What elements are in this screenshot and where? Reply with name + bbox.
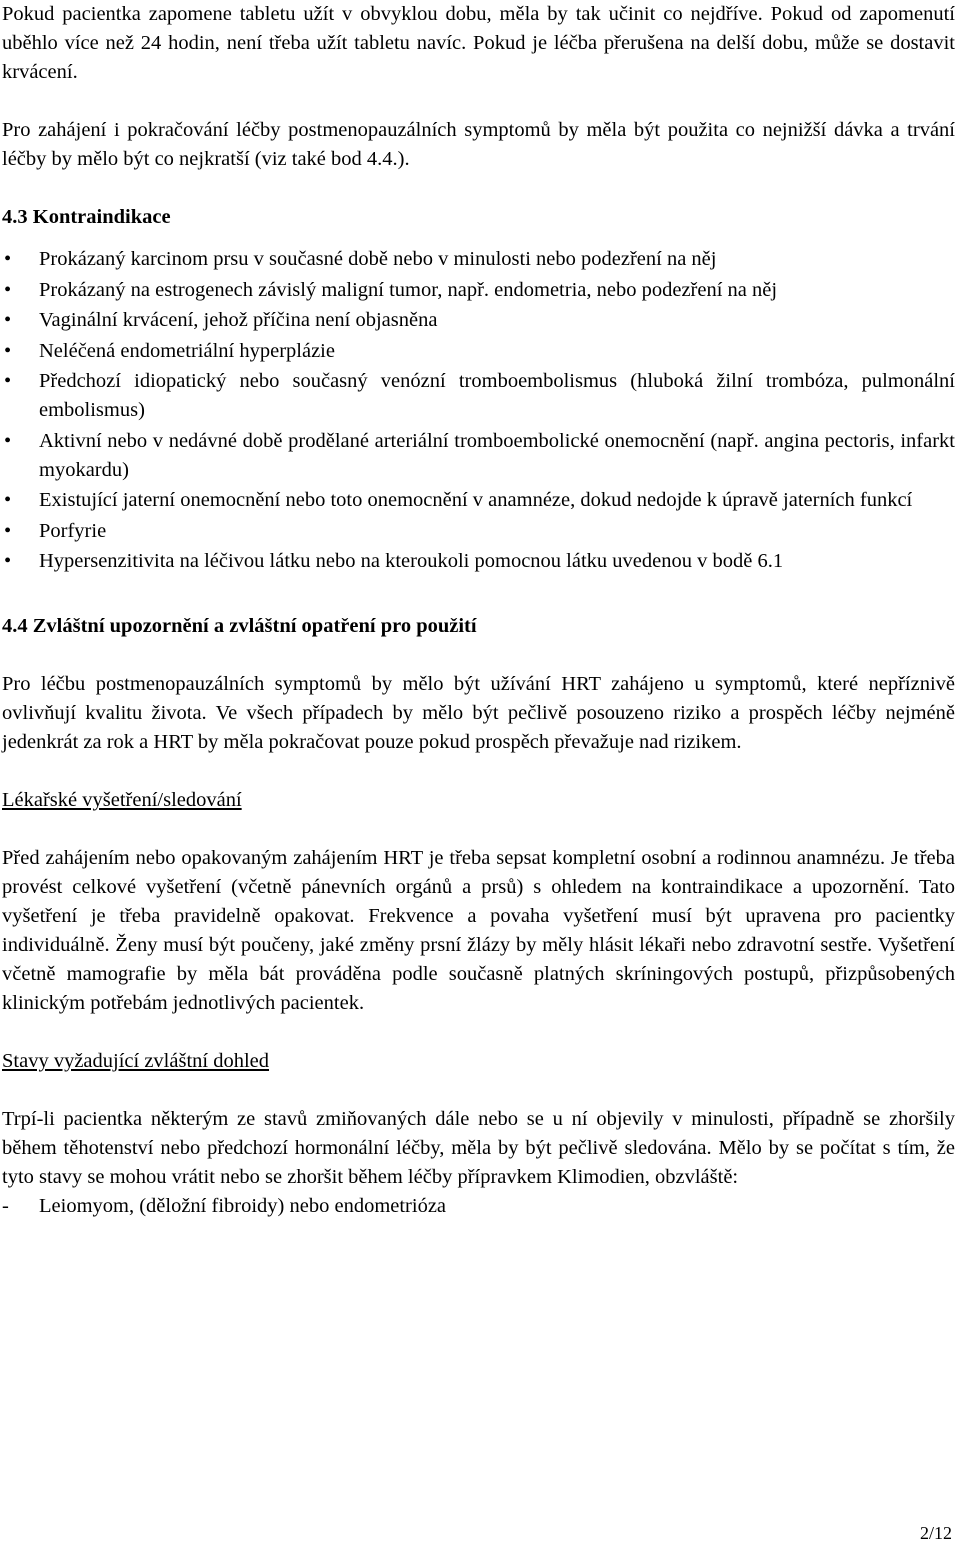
section-heading-4-4: 4.4 Zvláštní upozornění a zvláštní opatření pro použití [2, 615, 477, 637]
paragraph-medical-exam: Před zahájením nebo opakovaným zahájením HRT je třeba sepsat kompletní osobní a rodinnou anamnézu. Je třeba provést celkové vyšetření (včetně pánevních orgánů a prsů) s ohledem na kontraindikace a upozornění. Tato vyšetření je třeba pravidelně opakovat. Frekvence a povaha vyšetření musí být upravena pro pacientky individuálně. Ženy musí být poučeny, jaké změny prsní žlázy by měly hlásit lékaři nebo zdravotní sestře. Vyšetření včetně mamografie by měla bát prováděna podle současně platných skríningových postupů, přizpůsobených klinickým potřebám jednotlivých pacientek. [2, 847, 955, 1014]
conditions-dash-list [2, 1192, 955, 1221]
contraindication-text: Prokázaný karcinom prsu v současné době nebo v minulosti nebo podezření na něj [39, 248, 717, 270]
contraindication-text: Neléčená endometriální hyperplázie [39, 339, 335, 362]
subheading-medical-exam: Lékařské vyšetření/sledování [2, 789, 242, 811]
bullet-icon: • [4, 339, 12, 362]
contraindication-item [2, 245, 955, 274]
bullet-icon: • [4, 550, 12, 572]
dash-icon: - [2, 1195, 9, 1217]
bullet-icon: • [4, 519, 12, 542]
subheading-container-exam [2, 786, 955, 815]
contraindication-item [2, 337, 955, 366]
contraindication-text: Předchozí idiopatický nebo současný venózní tromboembolismus (hluboká žilní trombóza, pulmonální embolismus) [39, 370, 955, 421]
contraindication-item [2, 306, 955, 335]
bullet-icon: • [4, 248, 12, 270]
contraindication-text: Existující jaterní onemocnění nebo toto onemocnění v anamnéze, dokud nedojde k úpravě jaterních funkcí [39, 489, 913, 511]
page-number: 2/12 [919, 1523, 952, 1543]
paragraph-lowest-dose: Pro zahájení i pokračování léčby postmenopauzálních symptomů by měla být použita co nejnižší dávka a trvání léčby by mělo být co nejkratší (viz také bod 4.4.). [2, 119, 955, 170]
paragraph-missed-dose: Pokud pacientka zapomene tabletu užít v obvyklou dobu, měla by tak učinit co nejdříve. Pokud od zapomenutí uběhlo více než 24 hodin, není třeba užít tabletu navíc. Pokud je léčba přerušena na delší dobu, může se dostavit krvácení. [2, 3, 955, 83]
contraindication-text: Hypersenzitivita na léčivou látku nebo na kteroukoli pomocnou látku uvedenou v bodě 6.1 [39, 550, 784, 572]
contraindication-item [2, 547, 955, 576]
contraindication-item [2, 517, 955, 546]
bullet-icon: • [4, 429, 12, 452]
condition-item [2, 1192, 955, 1221]
contraindication-item [2, 486, 955, 515]
bullet-icon: • [4, 309, 12, 331]
contraindications-list [2, 245, 955, 576]
contraindication-text: Vaginální krvácení, jehož příčina není objasněna [39, 309, 438, 331]
bullet-icon: • [4, 489, 12, 511]
bullet-icon: • [4, 278, 12, 301]
bullet-icon: • [4, 370, 12, 392]
contraindication-text: Porfyrie [39, 519, 107, 542]
contraindication-text: Prokázaný na estrogenech závislý maligní tumor, např. endometria, nebo podezření na něj [39, 278, 778, 301]
paragraph-hrt-intro: Pro léčbu postmenopauzálních symptomů by mělo být užívání HRT zahájeno u symptomů, které nepříznivě ovlivňují kvalitu života. Ve všech případech by mělo být pečlivě posouzeno riziko a prospěch léčby nejméně jedenkrát za rok a HRT by měla pokračovat pouze pokud prospěch převažuje nad rizikem. [2, 673, 955, 753]
subheading-container-conditions [2, 1047, 955, 1076]
condition-text: Leiomyom, (děložní fibroidy) nebo endometrióza [39, 1195, 447, 1217]
document-page [2, 0, 955, 1221]
contraindication-item [2, 427, 955, 485]
subheading-special-conditions: Stavy vyžadující zvláštní dohled [2, 1050, 270, 1072]
paragraph-special-conditions: Trpí-li pacientka některým ze stavů zmiňovaných dále nebo se u ní objevily v minulosti, případně se zhoršily během těhotenství nebo předchozí hormonální léčby, měla by být pečlivě sledována. Mělo by se počítat s tím, že tyto stavy se mohou vrátit nebo se zhoršit během léčby přípravkem Klimodien, obzvláště: [2, 1108, 955, 1188]
section-heading-4-3: 4.3 Kontraindikace [2, 206, 171, 228]
contraindication-item [2, 367, 955, 425]
contraindication-text: Aktivní nebo v nedávné době prodělané arteriální tromboembolické onemocnění (např. angina pectoris, infarkt myokardu) [39, 429, 955, 481]
contraindication-item [2, 276, 955, 305]
